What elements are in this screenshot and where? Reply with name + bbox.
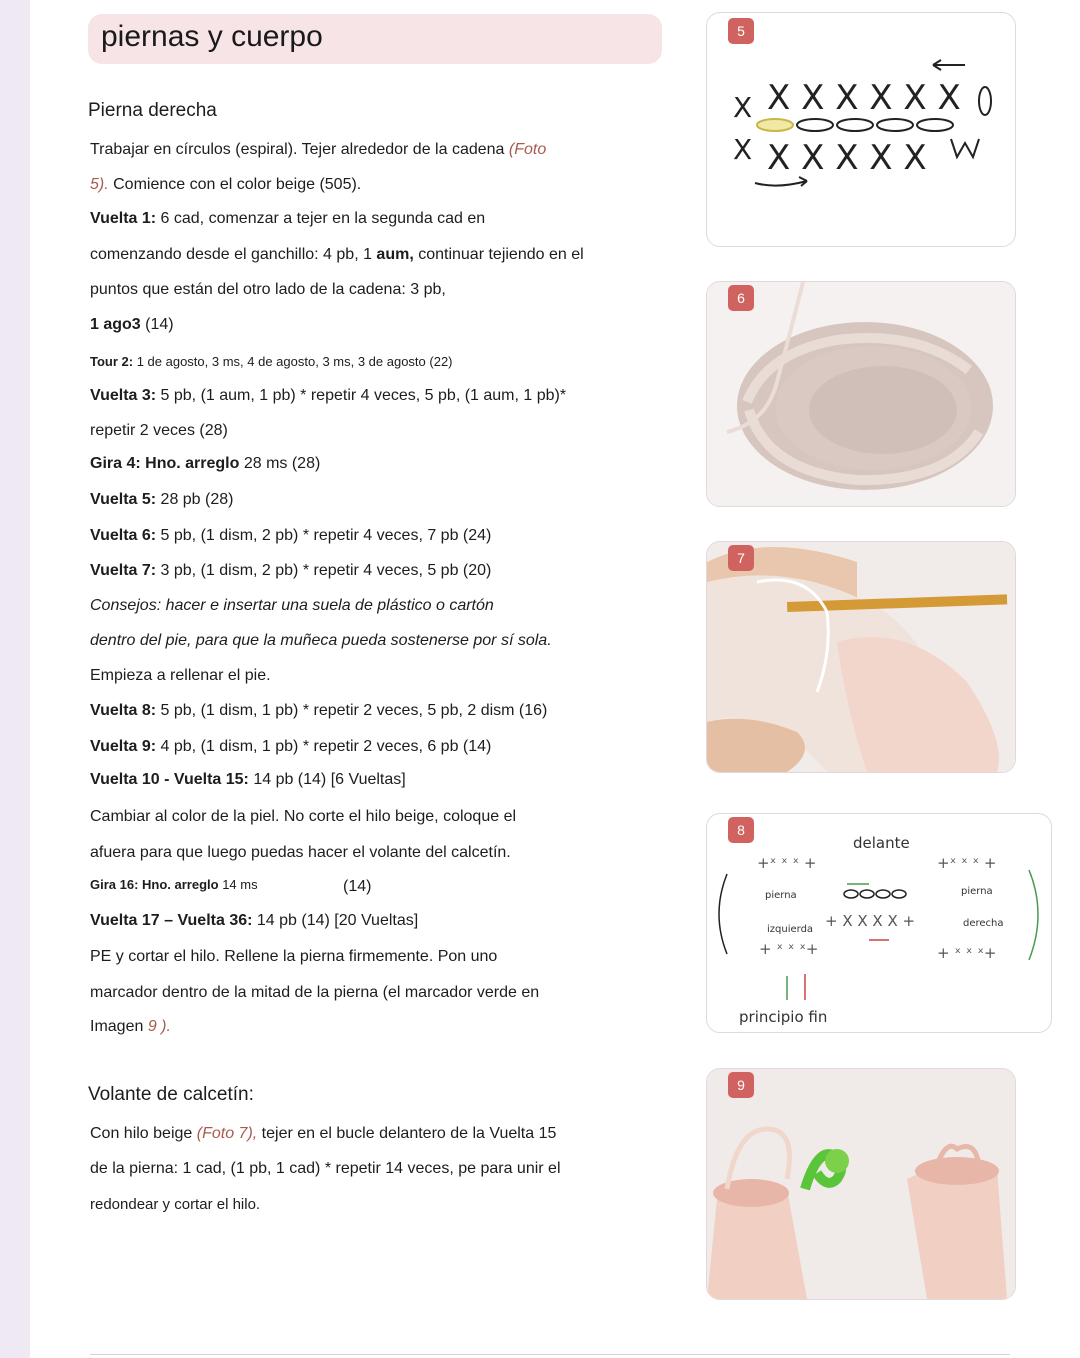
round-6 [90,527,491,545]
tip-line-1: Consejos: hacer e insertar una suela de plástico o cartón [90,597,494,614]
photo-ref: 9 ). [147,1018,171,1035]
round-label: Vuelta 9: [90,738,157,755]
round-text: 6 cad, comenzar a tejer en la segunda cad en [156,210,486,227]
legs-photo [707,1069,1015,1299]
figure-9-badge: 9 [728,1072,754,1098]
round-label: Vuelta 5: [90,491,157,508]
left-leg-label-1: pierna [765,890,797,901]
end-line-1: PE y cortar el hilo. Rellene la pierna firmemente. Pon uno [90,948,498,965]
figure-7-card [706,541,1016,773]
intro-text: Comience con el color beige (505). [108,176,362,193]
round-text: 14 pb (14) [20 Vueltas] [252,912,419,929]
chart-row-2: X X X X X [767,138,927,178]
section-header [88,14,662,64]
tip-line-2: dentro del pie, para que la muñeca pueda sostenerse por sí sola. [90,632,552,649]
stitch-marks-1: +ˣ ˣ ˣ + [757,854,817,872]
front-label: delante [853,834,910,852]
round-2 [90,354,453,369]
hook-photo [707,542,1015,772]
photo-ref: (Foto [508,141,547,158]
round-label: Vuelta 6: [90,527,157,544]
round-label: Vuelta 8: [90,702,157,719]
round-3-cont: repetir 2 veces (28) [90,422,228,439]
right-leg-heading: Pierna derecha [88,100,217,121]
figure-8-card [706,813,1052,1033]
change-line-2: afuera para que luego puedas hacer el volante del calcetín. [90,844,511,861]
round-16 [90,877,258,892]
round-text: 14 pb (14) [6 Vueltas] [248,771,406,788]
round-text: 14 ms [218,877,258,892]
round-text: 3 pb, (1 dism, 2 pb) * repetir 4 veces, 5 pb (20) [156,562,492,579]
chain-diagram [707,13,1015,246]
round-bold: aum, [376,246,414,263]
figure-6-badge: 6 [728,285,754,311]
round-label: Gira 16: Hno. arreglo [90,877,219,892]
round-text: 5 pb, (1 dism, 2 pb) * repetir 4 veces, 7 pb (24) [156,527,492,544]
left-leg-label-2: izquierda [767,924,814,935]
right-leg-label-1: pierna [961,886,993,897]
round-10-15 [90,771,406,789]
stuff-note: Empieza a rellenar el pie. [90,667,271,684]
round-text: comenzando desde el ganchillo: 4 pb, 1 [90,246,377,263]
round-label: Vuelta 17 – Vuelta 36: [90,912,253,929]
round-7 [90,562,491,580]
intro-line-2 [90,176,361,194]
round-3 [90,387,566,405]
photo-ref: 5). [90,176,109,193]
round-text: (14) [140,316,174,333]
round-text: continuar tejiendo en el [413,246,584,263]
end-text: Imagen [90,1018,148,1035]
round-9 [90,738,491,756]
round-bold: 1 ago3 [90,316,141,333]
ruffle-line-1 [90,1125,556,1143]
round-1-cont [90,246,584,264]
round-label: Vuelta 1: [90,210,157,227]
start-end-label: principio fin [739,1008,828,1026]
ruffle-line-3: redondear y cortar el hilo. [90,1196,261,1213]
figure-5-card [706,12,1016,247]
round-label: Vuelta 7: [90,562,157,579]
figure-5-badge: 5 [728,18,754,44]
end-line-3 [90,1018,171,1036]
round-label: Vuelta 10 - Vuelta 15: [90,771,249,788]
chart-row-1: X X X X X X [767,78,961,118]
round-text: 4 pb, (1 dism, 1 pb) * repetir 2 veces, 6 pb (14) [156,738,492,755]
page-title: piernas y cuerpo [101,20,323,53]
round-1-cont-3 [90,316,174,334]
photo-ref: (Foto 7), [196,1125,258,1142]
end-line-2: marcador dentro de la mitad de la pierna (el marcador verde en [90,984,540,1001]
stitch-marks-4: + ˣ ˣ ˣ+ [937,944,997,962]
row1-first-stitch: X [733,91,753,124]
round-text: 5 pb, (1 dism, 1 pb) * repetir 2 veces, 5 pb, 2 dism (16) [156,702,548,719]
figure-8-badge: 8 [728,817,754,843]
figure-7-badge: 7 [728,545,754,571]
ruffle-line-2: de la pierna: 1 cad, (1 pb, 1 cad) * repetir 14 veces, pe para unir el [90,1160,561,1177]
legs-diagram [707,814,1051,1032]
round-4 [90,455,320,473]
change-line-1: Cambiar al color de la piel. No corte el hilo beige, coloque el [90,808,517,825]
round-text: 28 ms (28) [239,455,321,472]
sole-photo [707,282,1015,506]
round-text: 28 pb (28) [156,491,234,508]
round-label: Tour 2: [90,354,134,369]
sock-ruffle-heading: Volante de calcetín: [88,1084,254,1105]
figure-9-card [706,1068,1016,1300]
bottom-divider [90,1354,1010,1355]
right-leg-label-2: derecha [963,918,1004,929]
round-5 [90,491,233,509]
stitch-marks-2: +ˣ ˣ ˣ + [937,854,997,872]
intro-text: Trabajar en círculos (espiral). Tejer alrededor de la cadena [90,141,509,158]
round-17-36 [90,912,418,930]
stitch-marks-3: + ˣ ˣ ˣ+ [759,940,819,958]
figure-6-card [706,281,1016,507]
round-16-count: (14) [343,878,372,895]
intro-line-1 [90,141,546,159]
ruffle-text: Con hilo beige [90,1125,197,1142]
round-text: 1 de agosto, 3 ms, 4 de agosto, 3 ms, 3 de agosto (22) [133,354,453,369]
row2-first-stitch: X [733,133,753,166]
round-label: Gira 4: Hno. arreglo [90,455,240,472]
round-1 [90,210,485,228]
ruffle-text: tejer en el bucle delantero de la Vuelta 15 [257,1125,557,1142]
round-text: 5 pb, (1 aum, 1 pb) * repetir 4 veces, 5 pb, (1 aum, 1 pb)* [156,387,567,404]
round-label: Vuelta 3: [90,387,157,404]
round-1-cont-2: puntos que están del otro lado de la cadena: 3 pb, [90,281,446,298]
round-8 [90,702,547,720]
stitch-marks-5: + X X X X + [825,912,916,930]
